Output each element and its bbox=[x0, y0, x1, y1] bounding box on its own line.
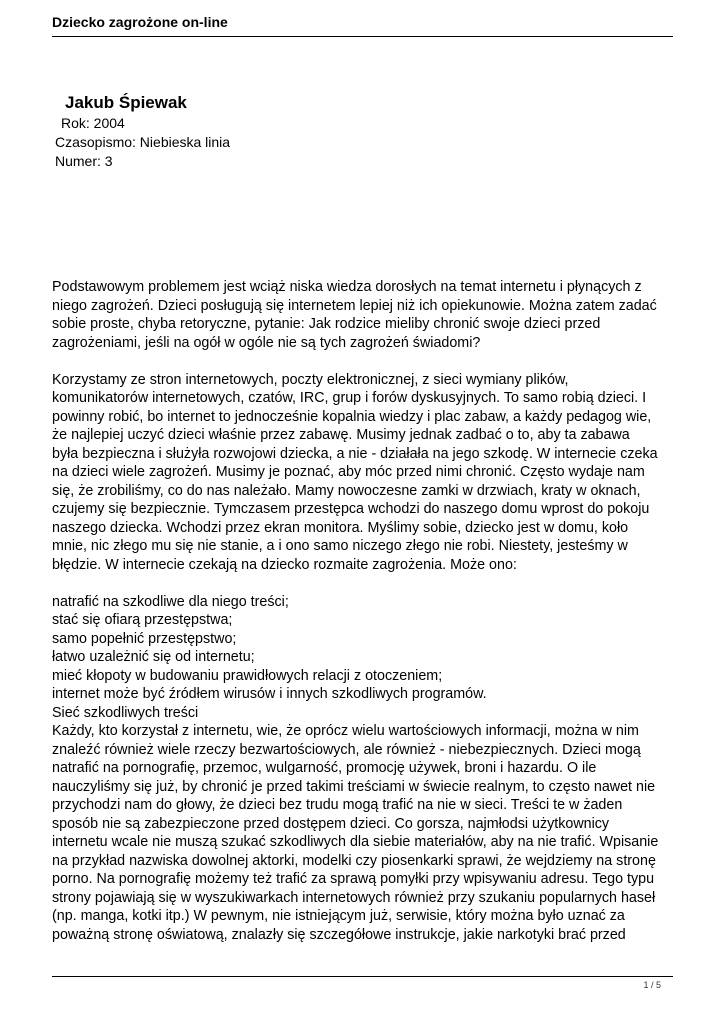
header-divider bbox=[52, 36, 673, 37]
text-line: naszego dziecka. Wchodzi przez ekran monitora. Myślimy sobie, dziecko jest w domu, koło bbox=[52, 519, 629, 536]
paragraph-internet-usage bbox=[52, 371, 677, 575]
issue-number: Numer: 3 bbox=[55, 153, 113, 169]
text-line: błędzie. W internecie czekają na dziecko rozmaite zagrożenia. Może ono: bbox=[52, 556, 517, 573]
text-line: na dzieci wiele zagrożeń. Musimy je poznać, aby móc przed nimi chronić. Często wydaje nam bbox=[52, 464, 645, 480]
list-item: samo popełnić przestępstwo; bbox=[52, 630, 237, 647]
document-header-title: Dziecko zagrożone on-line bbox=[52, 14, 228, 30]
text-line: niego zagrożeń. Dzieci posługują się internetem lepiej niż ich opiekunowie. Można zatem zadać bbox=[52, 297, 657, 314]
paragraph-intro bbox=[52, 278, 677, 352]
text-line: że najlepiej uczyć dzieci właśnie przez zabawę. Musimy jednak zadbać o to, aby ta zabawa bbox=[52, 427, 630, 443]
text-line: poważną stronę oświatową, znalazły się szczegółowe instrukcje, jakie narkotyki brać przed bbox=[52, 926, 626, 943]
text-line: nauczyliśmy się już, by chronić je przed takimi treściami w świecie realnym, to często nawet nie bbox=[52, 778, 656, 795]
threats-list bbox=[52, 593, 677, 945]
list-item: natrafić na szkodliwe dla niego treści; bbox=[52, 593, 289, 610]
text-line: Każdy, kto korzystał z internetu, wie, że oprócz wielu wartościowych informacji, można w nim bbox=[52, 723, 639, 739]
list-item: stać się ofiarą przestępstwa; bbox=[52, 612, 233, 628]
text-line: (np. manga, kotki itp.) W pewnym, nie istniejącym już, serwisie, który można było uznać za bbox=[52, 908, 625, 924]
list-item: internet może być źródłem wirusów i innych szkodliwych programów. bbox=[52, 686, 487, 702]
footer-divider bbox=[52, 976, 673, 977]
text-line: znaleźć również wiele rzeczy bezwartościowych, ale również - niebezpiecznych. Dzieci mogą bbox=[52, 741, 641, 758]
journal-name: Czasopismo: Niebieska linia bbox=[55, 134, 231, 150]
text-line: była bezpieczna i służyła rozwojowi dziecka, a nie - działała na jego szkodę. W internecie czeka bbox=[52, 445, 658, 462]
text-line: sposób nie są zabezpieczone przed dostępem dzieci. Co gorsza, najmłodsi użytkownicy bbox=[52, 815, 610, 832]
article-metadata bbox=[55, 92, 230, 171]
text-line: zagrożeniami, jeśli na ogół w ogóle nie są tych zagrożeń świadomi? bbox=[52, 334, 481, 351]
text-line: komunikatorów internetowych, czatów, IRC, grup i forów dyskusyjnych. To samo robią dzieci. I bbox=[52, 390, 647, 406]
text-line: porno. Na pornografię możemy też trafić za sprawą pomyłki przy wpisywaniu adresu. Tego typu bbox=[52, 871, 655, 887]
text-line: strony pojawiają się w wyszukiwarkach internetowych również przy szukaniu popularnych haseł bbox=[52, 889, 656, 906]
section-heading: Sieć szkodliwych treści bbox=[52, 704, 199, 721]
text-line: powinny robić, bo internet to jednocześnie kopalnia wiedzy i plac zabaw, a każdy pedagog wie, bbox=[52, 408, 652, 425]
text-line: na przykład nazwiska dowolnej aktorki, modelki czy piosenkarki sprawi, że wejdziemy na stronę bbox=[52, 852, 656, 869]
text-line: natrafić na pornografię, przemoc, wulgarność, promocję używek, broni i hazardu. O ile bbox=[52, 760, 597, 776]
article-body bbox=[52, 278, 677, 963]
text-line: się, że zrobiliśmy, co do nas należało. Mamy nowoczesne zamki w drzwiach, kraty w oknach, bbox=[52, 482, 641, 499]
list-item: łatwo uzależnić się od internetu; bbox=[52, 649, 255, 665]
text-line: internetu wcale nie muszą szukać szkodliwych dla siebie materiałów, aby na nie trafić. Wpisanie bbox=[52, 834, 659, 850]
author-name: Jakub Śpiewak bbox=[65, 93, 187, 112]
text-line: sobie proste, chyba retoryczne, pytanie: Jak rodzice mieliby chronić swoje dzieci przed bbox=[52, 316, 601, 332]
text-line: Korzystamy ze stron internetowych, poczty elektronicznej, z sieci wymiany plików, bbox=[52, 371, 569, 388]
text-line: przychodzi nam do głowy, że dzieci bez trudu mogą trafić na nie w sieci. Treści te w żaden bbox=[52, 797, 623, 813]
publication-year: Rok: 2004 bbox=[61, 115, 125, 131]
text-line: Podstawowym problemem jest wciąż niska wiedza dorosłych na temat internetu i płynących z bbox=[52, 279, 642, 295]
text-line: czujemy się bezpiecznie. Tymczasem przestępca wchodzi do naszego domu wprost do pokoju bbox=[52, 501, 650, 517]
list-item: mieć kłopoty w budowaniu prawidłowych relacji z otoczeniem; bbox=[52, 667, 443, 684]
text-line: mnie, nic złego mu się nie stanie, a i ono samo niczego złego nie robi. Niestety, jesteśmy w bbox=[52, 538, 628, 554]
page-number: 1 / 5 bbox=[643, 980, 661, 990]
